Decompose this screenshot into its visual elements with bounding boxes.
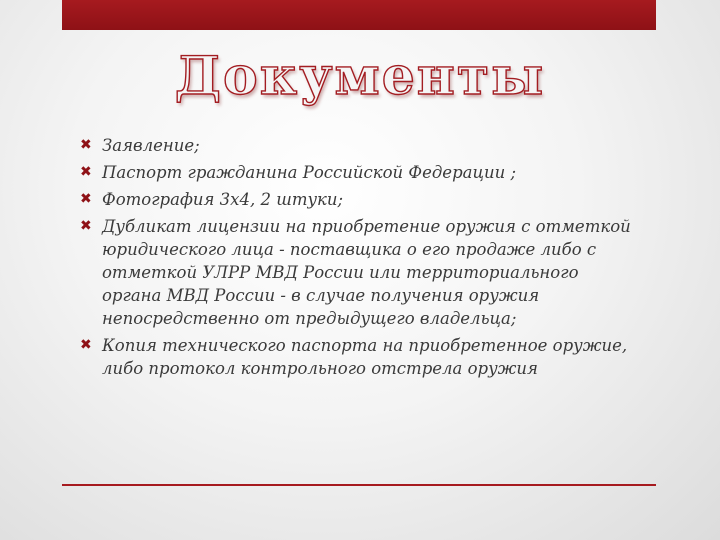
list-item-text: Дубликат лицензии на приобретение оружия с отметкой юридического лица - поставщика о его продаже либо с отметкой УЛРР МВД России или территориального органа МВД России - в случае получения оружия непосредственно от предыдущего владельца; <box>102 217 631 328</box>
bottom-divider <box>62 484 656 486</box>
list-item-text: Фотография 3х4, 2 штуки; <box>102 190 344 209</box>
cross-bullet-icon: ✖ <box>80 218 92 234</box>
slide-title: Документы <box>174 46 546 107</box>
list-item <box>80 215 640 330</box>
list-item <box>80 161 640 184</box>
list-item <box>80 334 640 380</box>
list-item-text: Паспорт гражданина Российской Федерации ; <box>102 163 517 182</box>
document-list <box>80 134 640 384</box>
cross-bullet-icon: ✖ <box>80 191 92 207</box>
list-item-text: Копия технического паспорта на приобретенное оружие, либо протокол контрольного отстрела оружия <box>102 336 628 378</box>
list-item <box>80 188 640 211</box>
list-item <box>80 134 640 157</box>
top-accent-bar <box>62 0 656 30</box>
cross-bullet-icon: ✖ <box>80 137 92 153</box>
list-item-text: Заявление; <box>102 136 200 155</box>
cross-bullet-icon: ✖ <box>80 164 92 180</box>
cross-bullet-icon: ✖ <box>80 337 92 353</box>
